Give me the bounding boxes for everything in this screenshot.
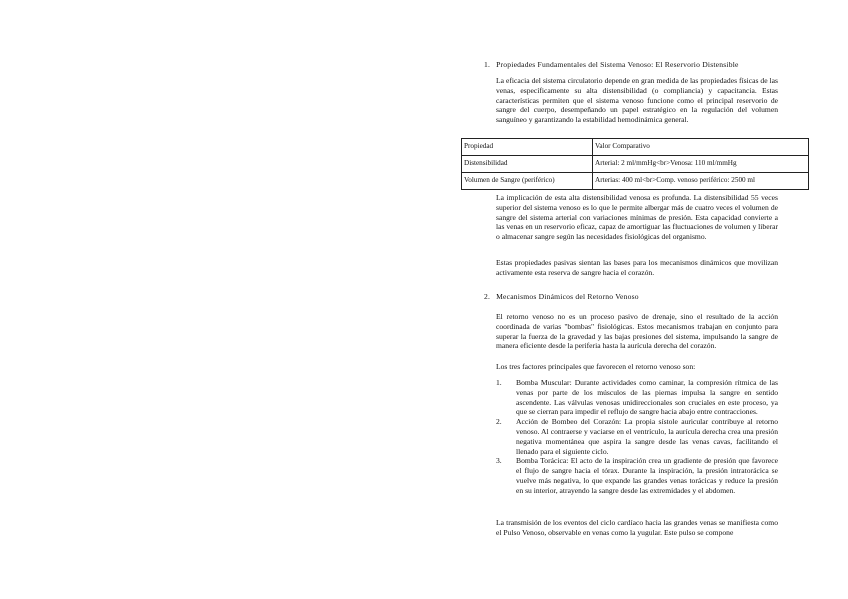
table-row	[462, 156, 809, 173]
properties-table	[461, 138, 809, 190]
section-2-heading	[484, 292, 639, 302]
list-item	[496, 417, 778, 456]
list-item-number: 1.	[496, 378, 502, 387]
table-header-cell: Propiedad	[462, 139, 593, 156]
list-item-title: Bomba Torácica:	[516, 456, 569, 466]
closing-paragraph: La transmisión de los eventos del ciclo cardíaco hacia las grandes venas se manifiesta como el Pulso Venoso, observable en venas como la yugular. Este pulso se compone	[496, 518, 778, 537]
list-item-title: Bomba Muscular:	[516, 378, 572, 387]
section-2-number: 2.	[484, 292, 491, 301]
table-row	[462, 173, 809, 190]
section-1-number: 1.	[484, 60, 491, 69]
table-cell: Arterias: 400 ml<br>Comp. venoso periférico: 2500 ml	[593, 173, 809, 190]
list-item	[496, 456, 778, 495]
table-cell: Distensibilidad	[462, 156, 593, 173]
section-2-paragraph: El retorno venoso no es un proceso pasivo de drenaje, sino el resultado de la acción coordinada de varias "bombas" fisiológicas. Estos mecanismos trabajan en conjunto para superar la fuerza de la gravedad y las bajas presiones del sistema, impulsando la sangre de manera eficiente desde la periferia hasta la aurícula derecha del corazón.	[496, 312, 778, 351]
table-header-cell: Valor Comparativo	[593, 139, 809, 156]
list-item-text: La propia sístole auricular contribuye al retorno venoso. Al contraerse y vaciarse en el ventrículo, la aurícula derecha crea una presión negativa momentánea que aspira la sangre desde las venas cavas, facilitando el llenado para el siguiente ciclo.	[516, 417, 778, 456]
bridge-paragraph: Estas propiedades pasivas sientan las bases para los mecanismos dinámicos que movilizan activamente esta reserva de sangre hacia el corazón.	[496, 258, 778, 277]
list-item-number: 3.	[496, 456, 502, 466]
section-1-title: Propiedades Fundamentales del Sistema Venoso: El Reservorio Distensible	[496, 60, 739, 69]
section-2-title: Mecanismos Dinámicos del Retorno Venoso	[496, 292, 639, 301]
list-item-text: El acto de la inspiración crea un gradiente de presión que favorece el flujo de sangre hacia el tórax. Durante la inspiración, la presión intratorácica se vuelve más negativa, lo que expande las grandes venas torácicas y reduce la presión en su interior, atrayendo la sangre desde las extremidades y el abdomen.	[516, 456, 778, 495]
section-1-heading	[484, 60, 739, 70]
factors-intro: Los tres factores principales que favorecen el retorno venoso son:	[496, 362, 696, 371]
intro-paragraph: La eficacia del sistema circulatorio depende en gran medida de las propiedades físicas de las venas, específicamente su alta distensibilidad (o compliancia) y capacitancia. Estas características permiten que el sistema venoso funcione como el principal reservorio de sangre del cuerpo, desempeñando un papel estratégico en la regulación del volumen sanguíneo y garantizando la estabilidad hemodinámica general.	[496, 76, 778, 125]
implication-paragraph: La implicación de esta alta distensibilidad venosa es profunda. La distensibilidad 55 veces superior del sistema venoso es lo que le permite albergar más de cuatro veces el volumen de sangre del sistema arterial con variaciones mínimas de presión. Esta capacidad convierte a las venas en un reservorio eficaz, capaz de amortiguar las fluctuaciones de volumen y liberar o almacenar sangre según las necesidades fisiológicas del organismo.	[496, 193, 778, 242]
list-item-text: Durante actividades como caminar, la compresión rítmica de las venas por parte de los músculos de las piernas impulsa la sangre en sentido ascendente. Las válvulas venosas unidireccionales son cruciales en este proceso, ya que se cierran para impedir el reflujo de sangre hacia abajo entre contracciones.	[516, 378, 779, 417]
table-cell: Arterial: 2 ml/mmHg<br>Venosa: 110 ml/mmHg	[593, 156, 809, 173]
table-header-row	[462, 139, 809, 156]
list-item-number: 2.	[496, 417, 502, 427]
table-cell: Volumen de Sangre (periférico)	[462, 173, 593, 190]
list-item	[496, 378, 778, 417]
factors-list	[496, 378, 778, 496]
list-item-title: Acción de Bombeo del Corazón:	[516, 417, 622, 427]
